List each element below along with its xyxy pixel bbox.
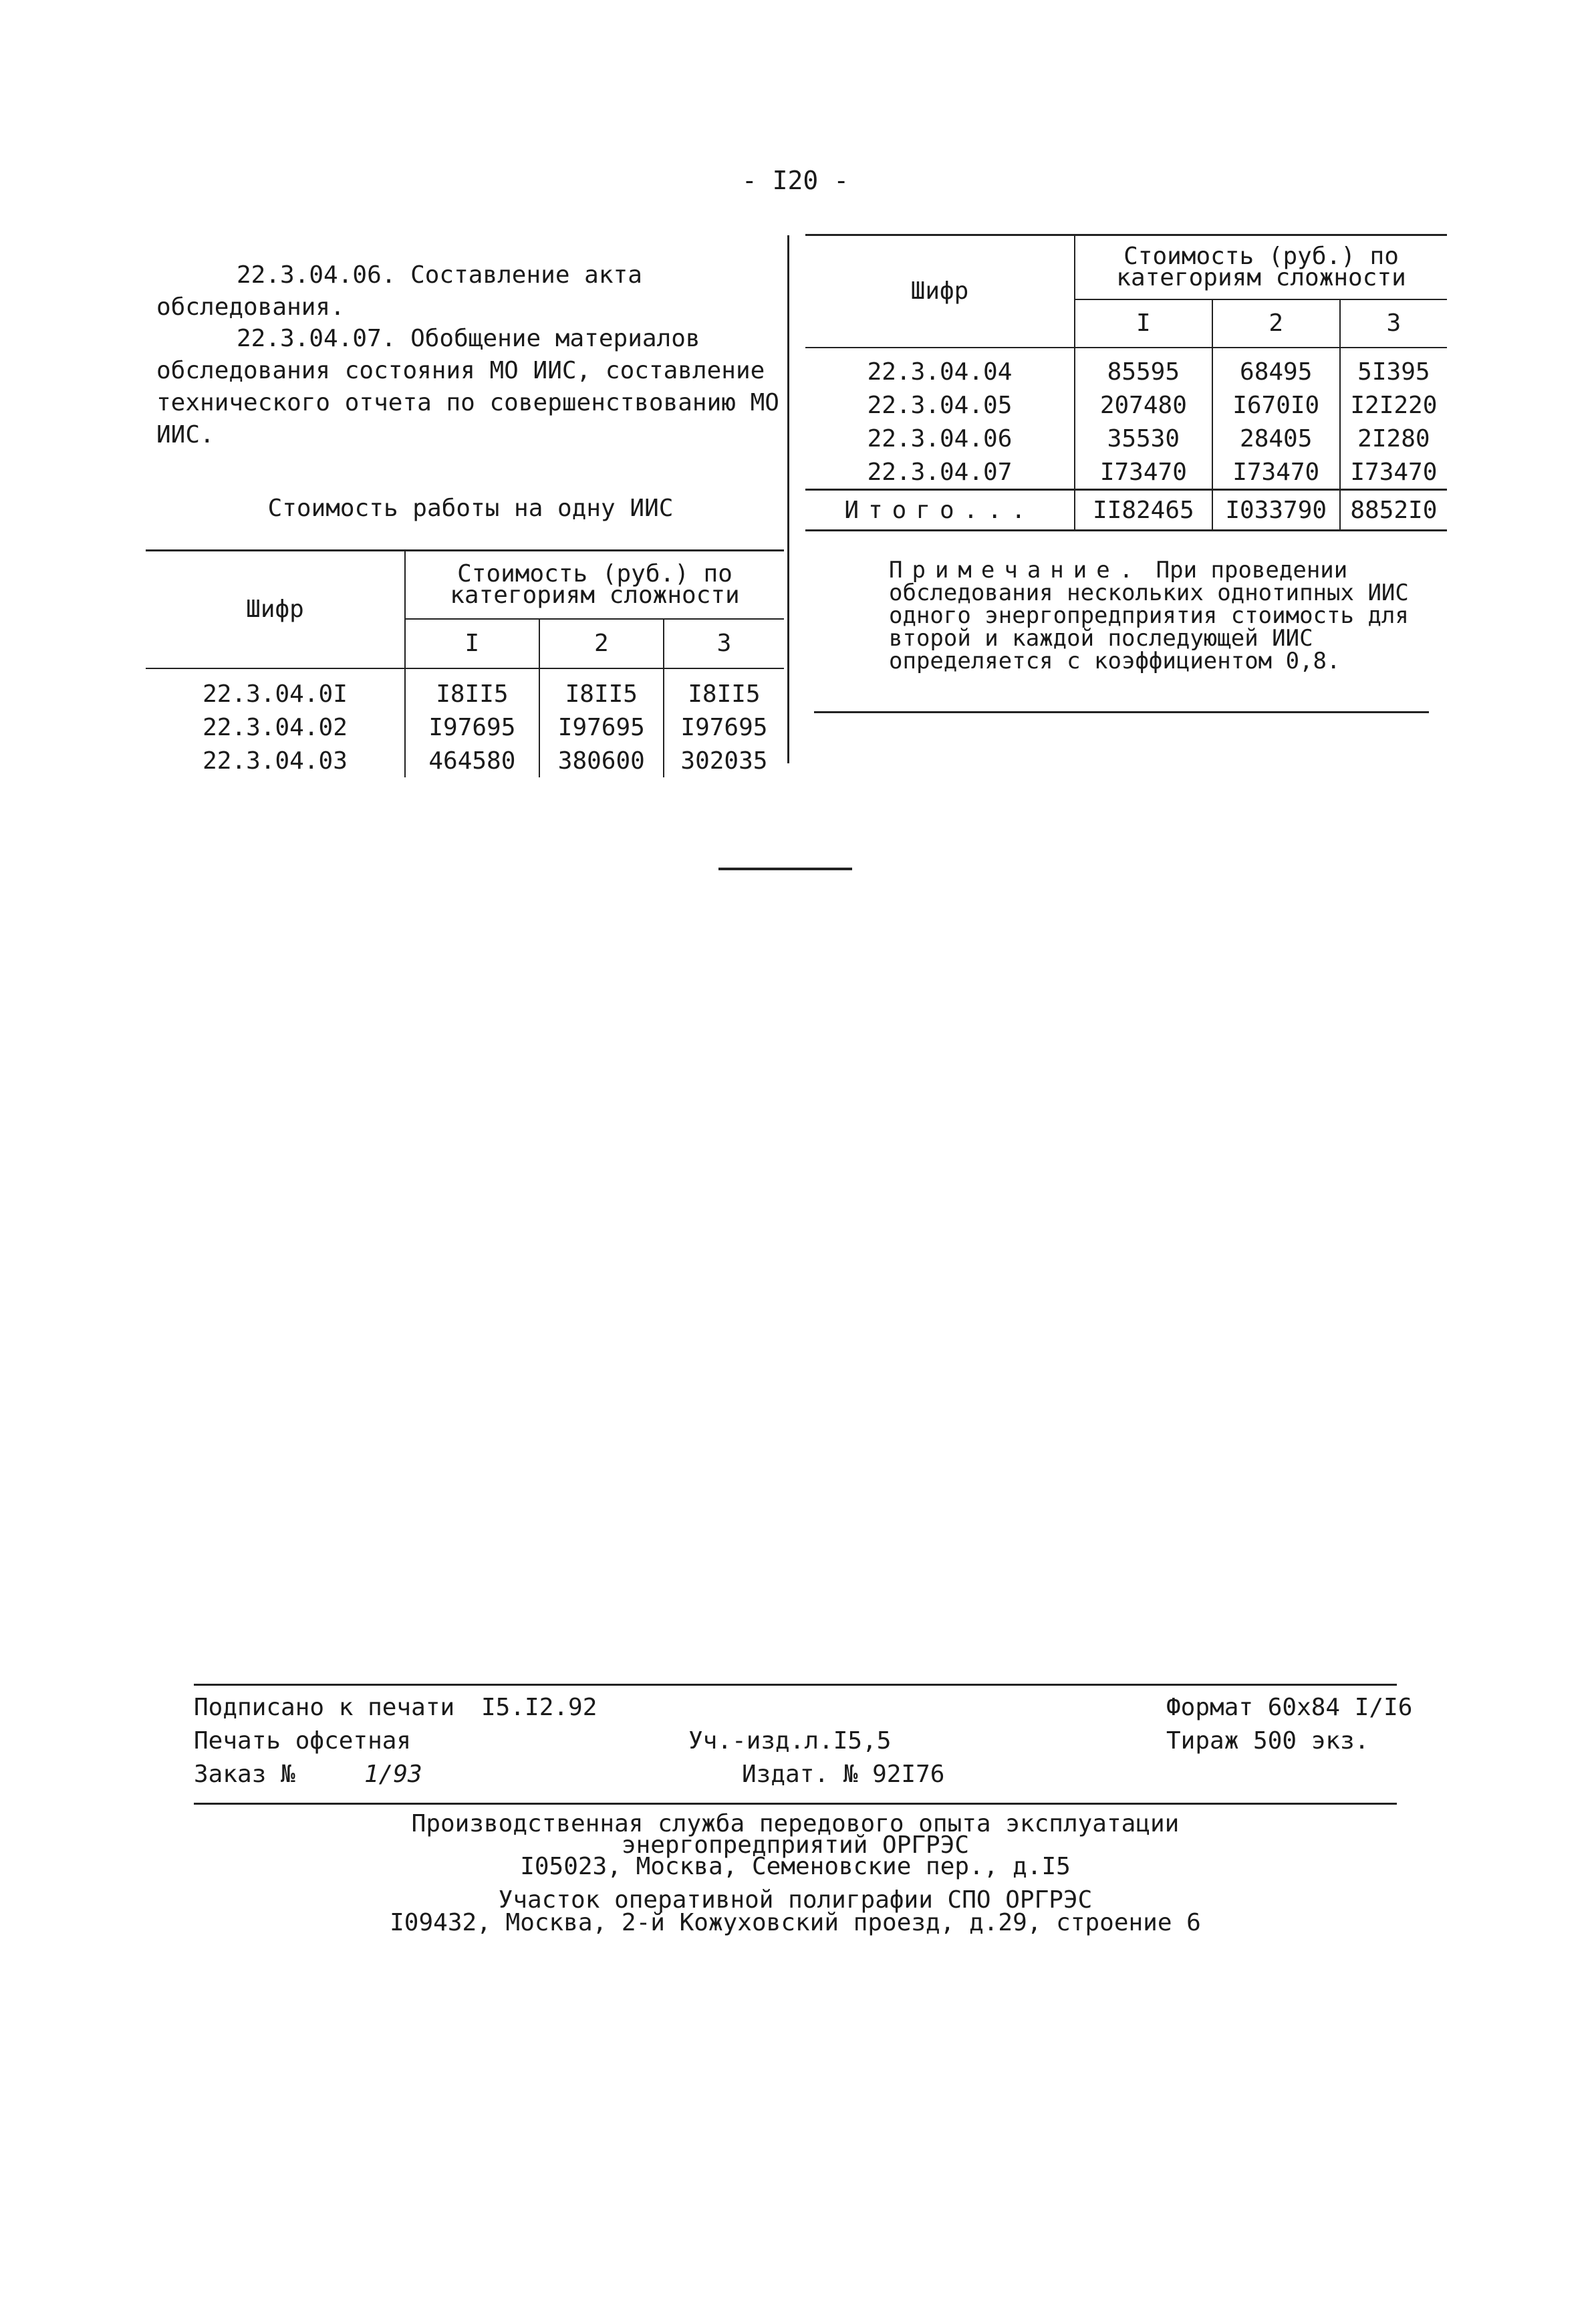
column-header-code: Шифр xyxy=(805,235,1075,348)
order-label: Заказ № xyxy=(194,1761,295,1788)
row-code: 22.3.04.06 xyxy=(867,424,1013,453)
row-value-3: I97695 xyxy=(664,711,784,744)
total-value-3: 8852I0 xyxy=(1340,490,1447,531)
table-row xyxy=(805,348,1447,388)
row-value-1: I8II5 xyxy=(405,668,539,711)
row-code: 22.3.04.0I xyxy=(203,680,348,708)
column-header-category-1: I xyxy=(1075,299,1212,348)
paper-format: Формат 60x84 I/I6 xyxy=(1166,1694,1413,1721)
row-value-1: I97695 xyxy=(405,711,539,744)
paragraph-act xyxy=(156,259,785,324)
publisher-address: I05023, Москва, Семеновские пер., д.I5 xyxy=(520,1853,1071,1880)
total-label xyxy=(805,490,1075,531)
table-row xyxy=(146,744,784,777)
publisher-number: Издат. № 92I76 xyxy=(742,1761,945,1788)
row-code: 22.3.04.03 xyxy=(203,747,348,775)
print-run: Тираж 500 экз. xyxy=(1166,1727,1369,1755)
note-text: При проведении обследования нескольких однотипных ИИС одного энергопредприятия стоимость для второй и каждой последующей ИИС определяется с коэффициентом 0,8. xyxy=(889,557,1409,674)
row-code: 22.3.04.05 xyxy=(867,391,1013,419)
row-value-1: I73470 xyxy=(1075,455,1212,490)
table-row xyxy=(146,711,784,744)
table-row xyxy=(805,455,1447,490)
row-value-2: 28405 xyxy=(1212,422,1340,455)
row-value-3: I2I220 xyxy=(1340,388,1447,422)
column-header-code: Шифр xyxy=(146,551,405,669)
table-row xyxy=(805,422,1447,455)
total-value-1: II82465 xyxy=(1075,490,1212,531)
table-row xyxy=(146,668,784,711)
table-note xyxy=(889,559,1444,672)
total-label-text: Итого... xyxy=(844,496,1035,524)
row-value-2: 380600 xyxy=(539,744,664,777)
column-header-cost: Стоимость (руб.) по категориям сложности xyxy=(405,551,784,620)
row-value-1: 35530 xyxy=(1075,422,1212,455)
row-value-2: I8II5 xyxy=(539,668,664,711)
column-divider xyxy=(787,235,789,763)
row-value-2: 68495 xyxy=(1212,348,1340,388)
column-header-cost: Стоимость (руб.) по категориям сложности xyxy=(1075,235,1447,300)
column-header-category-3: 3 xyxy=(664,619,784,668)
row-value-3: I8II5 xyxy=(664,668,784,711)
table-row xyxy=(805,388,1447,422)
row-value-1: 85595 xyxy=(1075,348,1212,388)
section-end-rule xyxy=(718,868,852,870)
page-number: - I20 - xyxy=(741,166,849,195)
note-underline xyxy=(814,711,1429,713)
printer-address: I09432, Москва, 2-й Кожуховский проезд, д.29, строение 6 xyxy=(390,1909,1201,1936)
signed-date: I5.I2.92 xyxy=(481,1694,597,1721)
colophon-middle-rule xyxy=(194,1803,1397,1805)
column-header-category-2: 2 xyxy=(539,619,664,668)
colophon-top-rule xyxy=(194,1684,1397,1686)
row-code: 22.3.04.04 xyxy=(867,358,1013,386)
table-caption: Стоимость работы на одну ИИС xyxy=(267,495,674,522)
total-row xyxy=(805,490,1447,531)
signed-label: Подписано к печати xyxy=(194,1694,455,1721)
cost-table-left xyxy=(146,549,784,777)
publishing-sheets: Уч.-изд.л.I5,5 xyxy=(688,1727,892,1755)
order-number: 1/93 xyxy=(364,1761,422,1788)
row-value-3: 5I395 xyxy=(1340,348,1447,388)
note-title: Примечание. xyxy=(889,557,1143,584)
row-value-3: 2I280 xyxy=(1340,422,1447,455)
column-header-category-1: I xyxy=(405,619,539,668)
publisher-org-line-2: энергопредприятий ОРГРЭС xyxy=(621,1831,970,1859)
paragraph-act-text: 22.3.04.06. Составление акта обследования. xyxy=(156,261,642,321)
paragraph-report-text: 22.3.04.07. Обобщение материалов обследования состояния МО ИИС, составление технического отчета по совершенствованию МО ИИС. xyxy=(156,325,779,449)
print-type: Печать офсетная xyxy=(194,1727,412,1755)
paragraph-report xyxy=(156,323,785,451)
printer-name: Участок оперативной полиграфии СПО ОРГРЭС xyxy=(498,1886,1093,1914)
cost-table-right xyxy=(805,234,1447,531)
row-value-2: I97695 xyxy=(539,711,664,744)
row-code: 22.3.04.07 xyxy=(867,458,1013,486)
row-value-3: I73470 xyxy=(1340,455,1447,490)
row-value-3: 302035 xyxy=(664,744,784,777)
row-value-1: 464580 xyxy=(405,744,539,777)
row-value-2: I670I0 xyxy=(1212,388,1340,422)
row-code: 22.3.04.02 xyxy=(203,713,348,741)
total-value-2: I033790 xyxy=(1212,490,1340,531)
column-header-category-2: 2 xyxy=(1212,299,1340,348)
row-value-1: 207480 xyxy=(1075,388,1212,422)
row-value-2: I73470 xyxy=(1212,455,1340,490)
column-header-category-3: 3 xyxy=(1340,299,1447,348)
publisher-org-line-1: Производственная служба передового опыта эксплуатации xyxy=(411,1810,1180,1837)
